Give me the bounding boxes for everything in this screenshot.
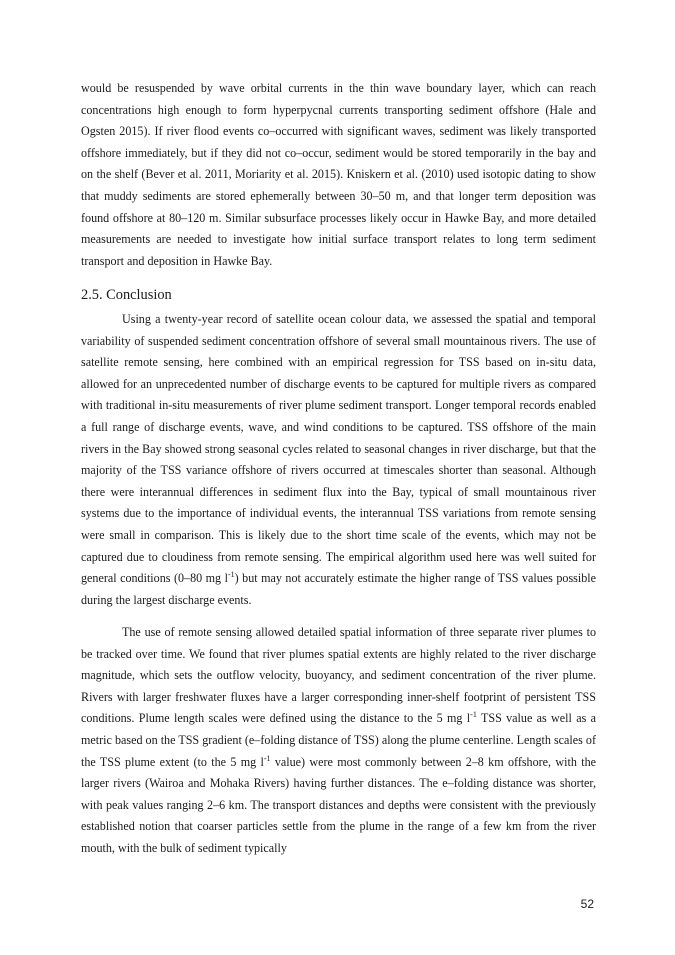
paragraph-3-superscript-b: -1 [263,753,271,763]
paragraph-3-text-c: value) were most commonly between 2–8 km offshore, with the larger rivers (Wairoa and Mohaka Rivers) having further distances. The e–folding distance was shorter, with peak values ranging 2–6 km. The transport distances and depths were consistent with the previously established notion that coarser particles settle from the plume in the range of a few km from the river mouth, with the bulk of sediment typically [81,754,596,855]
page-number: 52 [580,897,594,911]
body-paragraph-2 [81,309,596,611]
paragraph-3-text-b: TSS value as well as a metric based on the TSS gradient (e–folding distance of TSS) along the plume centerline. Length scales of the TSS plume extent (to the 5 mg l [81,711,596,769]
paragraph-2-text-a: Using a twenty-year record of satellite ocean colour data, we assessed the spatial and temporal variability of suspended sediment concentration offshore of several small mountainous rivers. The use of satellite remote sensing, here combined with an empirical regression for TSS based on in-situ data, allowed for an unprecedented number of discharge events to be captured for multiple rivers as compared with traditional in-situ measurements of river plume sediment transport. Longer temporal records enabled a full range of discharge events, wave, and wind conditions to be captured. TSS offshore of the main rivers in the Bay showed strong seasonal cycles related to seasonal changes in river discharge, but that the majority of the TSS variance offshore of rivers occurred at timescales shorter than seasonal. Although there were interannual differences in sediment flux into the Bay, typical of small mountainous river systems due to the importance of individual events, the interannual TSS variations from remote sensing were small in comparison. This is likely due to the short time scale of the events, which may not be captured due to cloudiness from remote sensing. The empirical algorithm used here was well suited for general conditions (0–80 mg l [81,312,596,586]
body-paragraph-1: would be resuspended by wave orbital currents in the thin wave boundary layer, which can reach concentrations high enough to form hyperpycnal currents transporting sediment offshore (Hale and Ogsten 2015). If river flood events co–occurred with significant waves, sediment was likely transported offshore immediately, but if they did not co–occur, sediment would be stored temporarily in the bay and on the shelf (Bever et al. 2011, Moriarity et al. 2015). Kniskern et al. (2010) used isotopic dating to show that muddy sediments are stored ephemerally between 30–50 m, and that longer term deposition was found offshore at 80–120 m. Similar subsurface processes likely occur in Hawke Bay, and more detailed measurements are needed to investigate how initial surface transport relates to long term sediment transport and deposition in Hawke Bay. [81,81,596,268]
section-heading: 2.5. Conclusion [81,287,172,303]
paragraph-2-text-b: ) but may not accurately estimate the higher range of TSS values possible during the largest discharge events. [81,571,596,607]
body-paragraph-3 [81,622,596,860]
paragraph-3-superscript-a: -1 [470,710,477,720]
paragraph-3-text-a: The use of remote sensing allowed detailed spatial information of three separate river plumes to be tracked over time. We found that river plumes spatial extents are highly related to the river discharge magnitude, which sets the outflow velocity, buoyancy, and sediment concentration of the river plume. Rivers with larger freshwater fluxes have a larger corresponding inner-shelf footprint of persistent TSS conditions. Plume length scales were defined using the distance to the 5 mg l [81,625,596,726]
paragraph-2-superscript-a: -1 [227,570,235,580]
